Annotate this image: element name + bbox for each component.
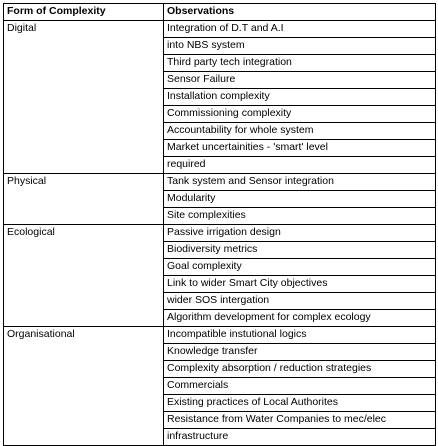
observation-cell: wider SOS intergation (164, 293, 436, 310)
table-body (4, 21, 436, 446)
form-of-complexity-cell: Organisational (4, 327, 164, 446)
table-row (4, 21, 436, 38)
form-of-complexity-cell: Digital (4, 21, 164, 174)
observation-cell: Resistance from Water Companies to mec/elec (164, 412, 436, 429)
observation-cell: Algorithm development for complex ecology (164, 310, 436, 327)
form-of-complexity-cell: Physical (4, 174, 164, 225)
table-row (4, 327, 436, 344)
observation-cell: Commercials (164, 378, 436, 395)
observation-cell: into NBS system (164, 38, 436, 55)
observation-cell: Modularity (164, 191, 436, 208)
observation-cell: Goal complexity (164, 259, 436, 276)
header-form-of-complexity: Form of Complexity (4, 4, 164, 21)
observation-cell: Site complexities (164, 208, 436, 225)
observation-cell: required (164, 157, 436, 174)
observation-cell: Knowledge transfer (164, 344, 436, 361)
observation-cell: Link to wider Smart City objectives (164, 276, 436, 293)
observation-cell: Existing practices of Local Authorites (164, 395, 436, 412)
header-row (4, 4, 436, 21)
observation-cell: Incompatible instutional logics (164, 327, 436, 344)
table-row (4, 225, 436, 242)
observation-cell: Passive irrigation design (164, 225, 436, 242)
observation-cell: Biodiversity metrics (164, 242, 436, 259)
observation-cell: Tank system and Sensor integration (164, 174, 436, 191)
table-header (4, 4, 436, 21)
observation-cell: infrastructure (164, 429, 436, 446)
header-observations: Observations (164, 4, 436, 21)
table-row (4, 174, 436, 191)
observation-cell: Sensor Failure (164, 72, 436, 89)
observation-cell: Complexity absorption / reduction strategies (164, 361, 436, 378)
observation-cell: Installation complexity (164, 89, 436, 106)
observation-cell: Market uncertainities - 'smart' level (164, 140, 436, 157)
observation-cell: Integration of D.T and A.I (164, 21, 436, 38)
form-of-complexity-cell: Ecological (4, 225, 164, 327)
observation-cell: Third party tech integration (164, 55, 436, 72)
complexity-table (3, 3, 436, 446)
observation-cell: Commissioning complexity (164, 106, 436, 123)
observation-cell: Accountability for whole system (164, 123, 436, 140)
